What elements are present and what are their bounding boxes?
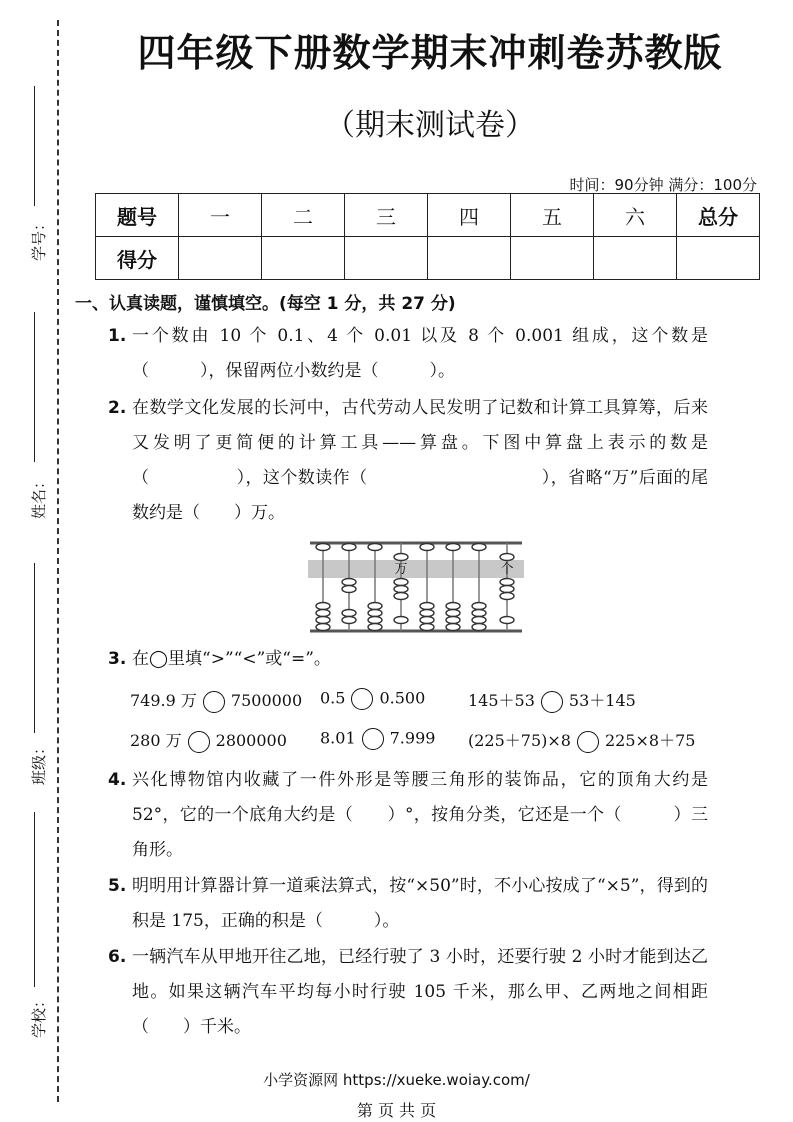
comparison-right: 53＋145 [568,691,636,710]
name-label: 姓名： [30,473,49,520]
score-table [95,193,760,280]
question-1 [108,319,708,389]
score-input-cell[interactable] [428,237,511,280]
exam-meta: 时间：90分钟 满分：100分 [569,176,757,194]
score-cell: 题号 [96,194,179,237]
page-subtitle: （期末测试卷） [325,108,535,143]
name-line [34,312,35,462]
score-cell: 二 [262,194,345,237]
score-cell: 四 [428,194,511,237]
compare-circle[interactable] [577,731,599,753]
score-table-score-row [96,237,760,280]
comparison-right: 2800000 [215,731,287,750]
school-label: 学校： [30,992,49,1039]
compare-circle[interactable] [351,688,373,710]
school-line [34,812,35,987]
question-text: 兴化博物馆内收藏了一件外形是等腰三角形的装饰品，它的顶角大约是 52°，它的一个底角大约是（ ）°，按角分类，它还是一个（ ）三角形。 [132,770,708,860]
question-text: 一辆汽车从甲地开往乙地，已经行驶了 3 小时，还要行驶 2 小时才能到达乙地。如果这辆汽车平均每小时行驶 105 千米，那么甲、乙两地之间相距（ ）千米。 [132,947,708,1037]
abacus-figure [308,540,524,634]
student-id-line [34,86,35,206]
compare-circle[interactable] [362,728,384,750]
comparison-right: 0.500 [379,688,426,708]
comparison-left: (225＋75)×8 [468,731,571,750]
abacus-label-wan: 万 [394,562,408,577]
question-text: 明明用计算器计算一道乘法算式，按“×50”时，不小心按成了“×5”，得到的积是 175，正确的积是（ ）。 [132,876,708,931]
comparison-left: 749.9 万 [130,691,197,710]
abacus-label-ge: 个 [500,562,514,577]
source-watermark: 小学资源网 https://xueke.woiay.com/ [263,1071,530,1089]
score-cell: 总分 [677,194,760,237]
compare-circle[interactable] [541,691,563,713]
page-title: 四年级下册数学期末冲刺卷苏教版 [137,31,723,75]
score-cell: 一 [179,194,262,237]
comparison-item [130,728,287,753]
score-input-cell[interactable] [677,237,760,280]
question-4 [108,763,708,868]
question-5 [108,869,708,939]
comparison-item [320,728,435,750]
student-id-label: 学号： [30,215,49,262]
score-cell: 五 [511,194,594,237]
score-input-cell[interactable] [179,237,262,280]
question-number: 3. [108,649,127,669]
comparison-left: 0.5 [320,688,346,708]
class-line [34,563,35,733]
question-number: 4. [108,770,127,790]
comparison-item [468,688,636,713]
score-table-header-row [96,194,760,237]
score-input-cell[interactable] [345,237,428,280]
comparison-left: 145＋53 [468,691,535,710]
question-3 [108,642,708,677]
comparison-right: 7.999 [389,728,436,748]
binding-strip [0,0,70,1122]
section-heading: 一、认真读题，谨慎填空。(每空 1 分，共 27 分) [75,294,456,314]
comparison-item [130,688,302,713]
comparison-right: 225×8＋75 [604,731,696,750]
question-2 [108,391,708,531]
question-number: 5. [108,876,127,896]
comparison-left: 8.01 [320,728,356,748]
score-input-cell[interactable] [594,237,677,280]
comparison-item [468,728,695,753]
page-number: 第 页 共 页 [356,1101,437,1120]
question-6 [108,940,708,1045]
score-cell: 三 [345,194,428,237]
dashed-cut-line [57,20,59,1102]
comparison-item [320,688,425,710]
score-cell: 六 [594,194,677,237]
comparison-left: 280 万 [130,731,182,750]
comparison-right: 7500000 [230,691,303,710]
class-label: 班级： [30,739,49,786]
score-row-label: 得分 [96,237,179,280]
compare-circle[interactable] [203,691,225,713]
question-text: 一个数由 10 个 0.1、4 个 0.01 以及 8 个 0.001 组成，这个数是（ ），保留两位小数约是（ ）。 [132,326,708,381]
question-number: 2. [108,398,127,418]
score-input-cell[interactable] [262,237,345,280]
question-text: 在数学文化发展的长河中，古代劳动人民发明了记数和计算工具算筹，后来又发明了更简便的计算工具——算盘。下图中算盘上表示的数是（ ），这个数读作（ ），省略“万”后面的尾数约是（ ）万。 [132,398,708,523]
question-number: 6. [108,947,127,967]
question-number: 1. [108,326,127,346]
compare-circle[interactable] [188,731,210,753]
score-input-cell[interactable] [511,237,594,280]
question-text: 在◯里填“>”“<”或“=”。 [132,649,331,669]
